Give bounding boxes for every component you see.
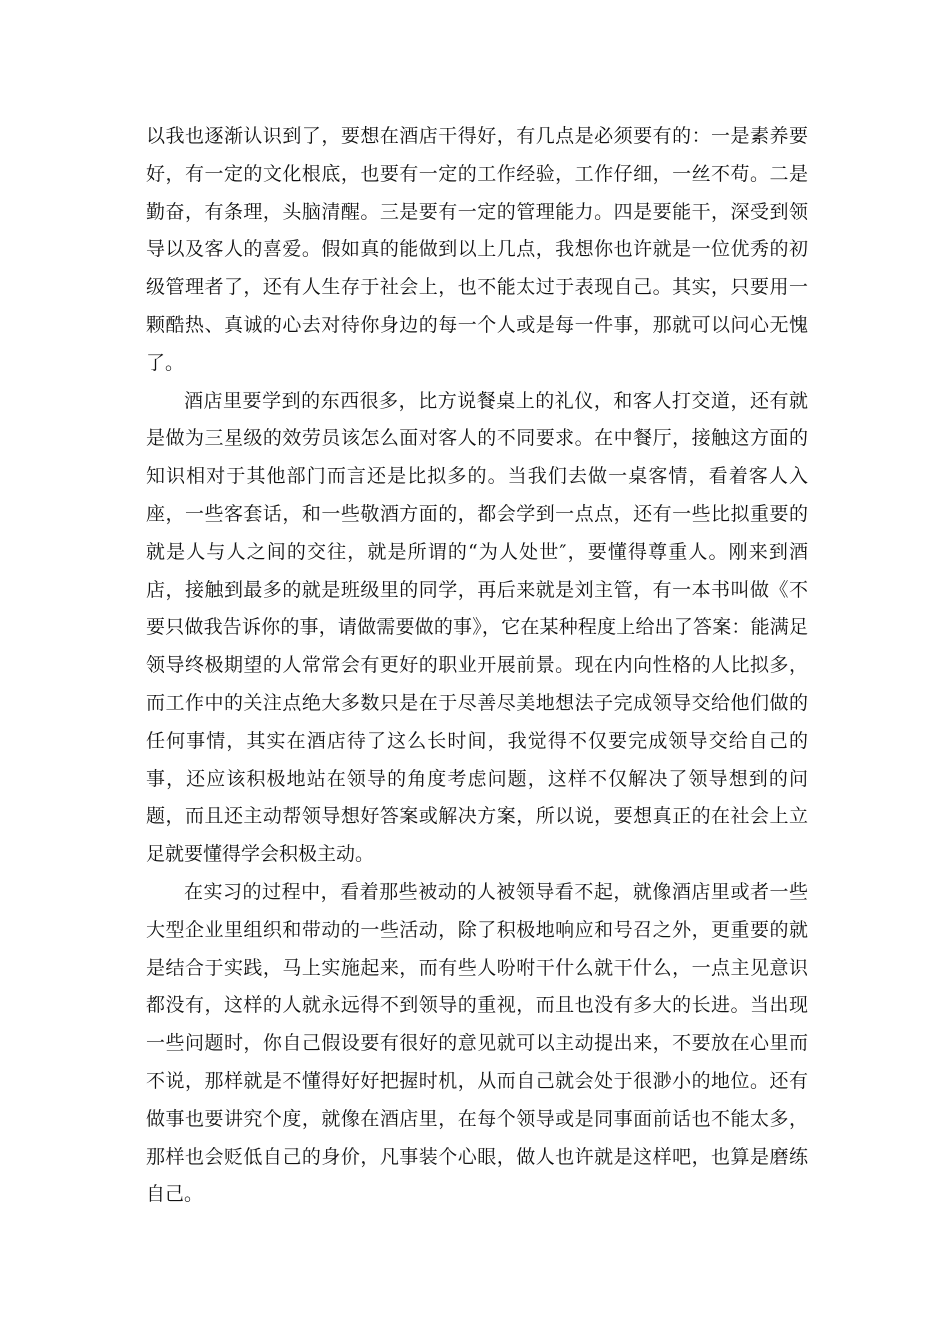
paragraph-3: 在实习的过程中，看着那些被动的人被领导看不起，就像酒店里或者一些大型企业里组织和带动的一些活动，除了积极地响应和号召之外，更重要的就是结合于实践，马上实施起来，而有些人吩咐干什么就干什么，一点主见意识都没有，这样的人就永远得不到领导的重视，而且也没有多大的长进。当出现一些问题时，你自己假设要有很好的意见就可以主动提出来，不要放在心里而不说，那样就是不懂得好好把握时机，从而自己就会处于很渺小的地位。还有做事也要讲究个度，就像在酒店里，在每个领导或是同事面前话也不能太多，那样也会贬低自己的身价，凡事装个心眼，做人也许就是这样吧，也算是磨练自己。 bbox=[146, 880, 808, 1206]
paragraph-2: 酒店里要学到的东西很多，比方说餐桌上的礼仪，和客人打交道，还有就是做为三星级的效劳员该怎么面对客人的不同要求。在中餐厅，接触这方面的知识相对于其他部门而言还是比拟多的。当我们去做一桌客情，看着客人入座，一些客套话，和一些敬酒方面的，都会学到一点点，还有一些比拟重要的就是人与人之间的交往，就是所谓的“为人处世″，要懂得尊重人。刚来到酒店，接触到最多的就是班级里的同学，再后来就是刘主管，有一本书叫做《不要只做我告诉你的事，请做需要做的事》，它在某种程度上给出了答案：能满足领导终极期望的人常常会有更好的职业开展前景。现在内向性格的人比拟多，而工作中的关注点绝大多数只是在于尽善尽美地想法子完成领导交给他们做的任何事情，其实在酒店待了这么长时间，我觉得不仅要完成领导交给自己的事，还应该积极地站在领导的角度考虑问题，这样不仅解决了领导想到的问题，而且还主动帮领导想好答案或解决方案，所以说，要想真正的在社会上立足就要懂得学会积极主动。 bbox=[146, 389, 808, 866]
document-body bbox=[146, 118, 808, 1214]
paragraph-1: 以我也逐渐认识到了，要想在酒店干得好，有几点是必须要有的：一是素养要好，有一定的文化根底，也要有一定的工作经验，工作仔细，一丝不苟。二是勤奋，有条理，头脑清醒。三是要有一定的管理能力。四是要能干，深受到领导以及客人的喜爱。假如真的能做到以上几点，我想你也许就是一位优秀的初级管理者了，还有人生存于社会上，也不能太过于表现自己。其实，只要用一颗酷热、真诚的心去对待你身边的每一个人或是每一件事，那就可以问心无愧了。 bbox=[146, 125, 808, 374]
